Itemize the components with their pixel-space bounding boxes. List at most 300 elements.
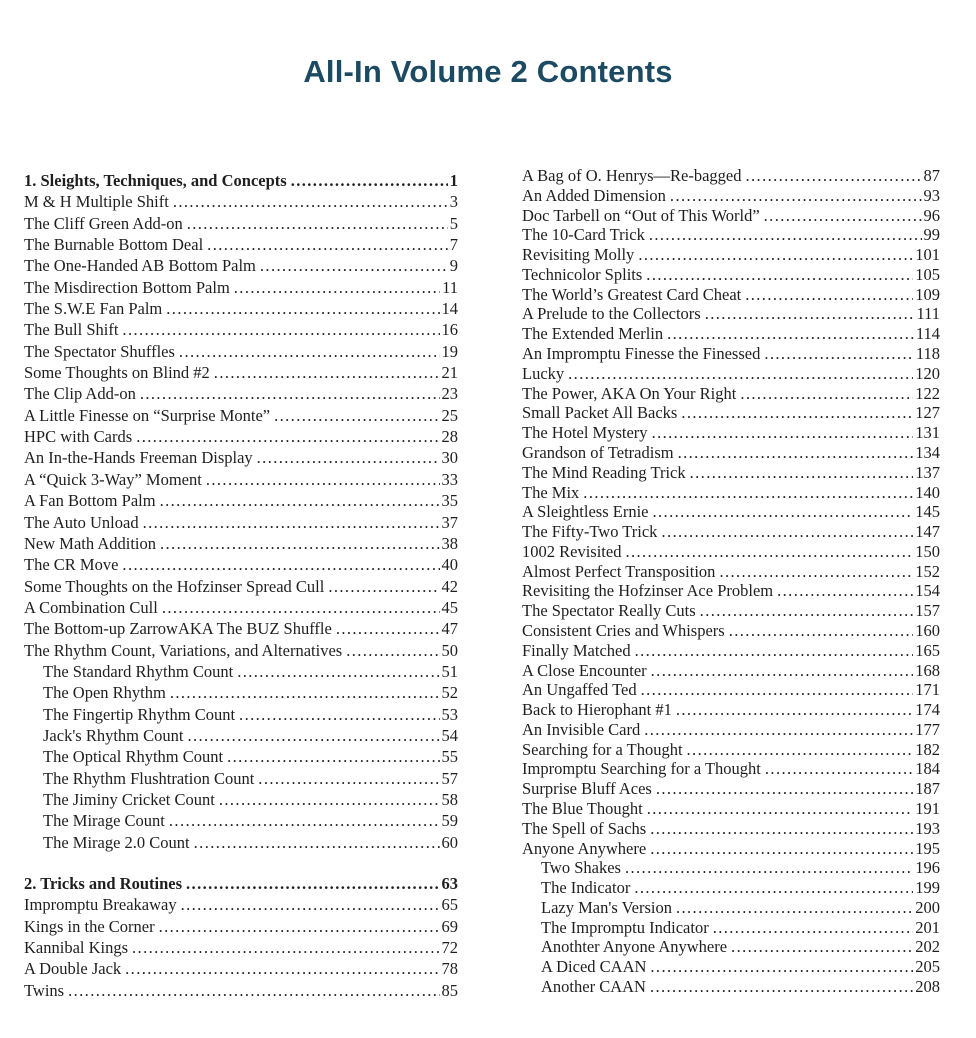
- dot-leader: [644, 720, 913, 740]
- dot-leader: [650, 977, 913, 997]
- toc-entry: [522, 304, 940, 324]
- dot-leader: [641, 680, 914, 700]
- toc-entry: [522, 403, 940, 423]
- dot-leader: [676, 700, 913, 720]
- dot-leader: [257, 447, 440, 468]
- toc-entry: [24, 832, 458, 853]
- toc-entry-title: Impromptu Searching for a Thought: [522, 759, 761, 779]
- toc-entry-title: A Bag of O. Henrys—Re-bagged: [522, 166, 742, 185]
- toc-entry-page: 37: [441, 512, 458, 532]
- toc-entry-title: Back to Hierophant #1: [522, 700, 672, 720]
- toc-entry: [522, 443, 940, 463]
- dot-leader: [647, 799, 914, 819]
- dot-leader: [166, 298, 439, 319]
- dot-leader: [746, 166, 922, 186]
- toc-entry-title: Impromptu Breakaway: [24, 895, 177, 915]
- toc-entry-page: 122: [915, 383, 940, 403]
- toc-entry-title: The Cliff Green Add-on: [24, 213, 183, 233]
- toc-entry-page: 72: [441, 938, 458, 958]
- toc-entry-title: Lazy Man's Version: [541, 897, 672, 917]
- toc-entry-page: 7: [449, 235, 458, 255]
- dot-leader: [745, 285, 913, 305]
- toc-entry-title: Small Packet All Backs: [522, 403, 678, 423]
- toc-entry-page: 1: [449, 171, 458, 190]
- toc-entry-page: 60: [441, 832, 458, 852]
- dot-leader: [122, 319, 439, 340]
- toc-entry-page: 28: [441, 427, 458, 447]
- toc-entry: [24, 512, 458, 533]
- toc-entry-title: The Mirage 2.0 Count: [43, 832, 190, 852]
- toc-entry-title: Grandson of Tetradism: [522, 442, 674, 462]
- toc-entry-title: Searching for a Thought: [522, 739, 683, 759]
- toc-entry-page: 47: [441, 619, 458, 639]
- toc-entry-title: Anyone Anywhere: [522, 838, 647, 858]
- toc-entry-page: 69: [441, 916, 458, 936]
- toc-entry: [522, 225, 940, 245]
- toc-entry-title: M & H Multiple Shift: [24, 192, 169, 212]
- toc-entry-title: The Fingertip Rhythm Count: [43, 704, 236, 724]
- toc-entry-page: 154: [915, 581, 940, 601]
- dot-leader: [667, 324, 914, 344]
- toc-entry-page: 52: [441, 683, 458, 703]
- dot-leader: [346, 640, 439, 661]
- toc-entry: [24, 191, 458, 212]
- toc-entry-page: 184: [915, 759, 940, 779]
- toc-entry: [24, 618, 458, 639]
- toc-entry-page: 93: [923, 185, 940, 205]
- toc-columns: [0, 166, 976, 1001]
- toc-entry-page: 33: [441, 469, 458, 489]
- toc-entry: [522, 898, 940, 918]
- toc-entry-title: A Combination Cull: [24, 597, 158, 617]
- toc-entry-page: 23: [441, 384, 458, 404]
- toc-entry-title: A Prelude to the Collectors: [522, 304, 701, 324]
- toc-entry-page: 19: [441, 341, 458, 361]
- toc-entry-page: 200: [915, 897, 940, 917]
- toc-entry: [522, 680, 940, 700]
- dot-leader: [638, 245, 913, 265]
- toc-entry-title: The Impromptu Indicator: [541, 917, 709, 937]
- toc-entry-page: 35: [441, 491, 458, 511]
- toc-entry-title: A Fan Bottom Palm: [24, 491, 156, 511]
- toc-entry-page: 177: [915, 719, 940, 739]
- toc-entry-title: 2. Tricks and Routines: [24, 874, 183, 893]
- toc-entry: [522, 463, 940, 483]
- dot-leader: [568, 364, 913, 384]
- dot-leader: [125, 958, 439, 979]
- toc-entry: [24, 789, 458, 810]
- toc-entry: [24, 383, 458, 404]
- dot-leader: [777, 581, 913, 601]
- toc-entry-title: Kings in the Corner: [24, 916, 155, 936]
- toc-entry-page: 208: [915, 977, 940, 997]
- dot-leader: [181, 894, 440, 915]
- toc-entry: [522, 819, 940, 839]
- dot-leader: [136, 426, 439, 447]
- toc-entry-page: 14: [441, 299, 458, 319]
- toc-entry-page: 174: [915, 700, 940, 720]
- toc-entry: [522, 858, 940, 878]
- toc-entry: [522, 720, 940, 740]
- dot-leader: [143, 512, 440, 533]
- dot-leader: [291, 170, 448, 191]
- dot-leader: [670, 186, 922, 206]
- toc-entry-title: Anothter Anyone Anywhere: [541, 937, 728, 957]
- toc-entry-title: An In-the-Hands Freeman Display: [24, 448, 253, 468]
- toc-entry: [24, 554, 458, 575]
- toc-entry: [24, 704, 458, 725]
- toc-entry-title: New Math Addition: [24, 533, 156, 553]
- toc-entry: [522, 641, 940, 661]
- toc-entry: [24, 298, 458, 319]
- dot-leader: [219, 789, 440, 810]
- toc-entry-page: 171: [915, 680, 940, 700]
- toc-entry-page: 168: [915, 660, 940, 680]
- toc-entry-title: The Hotel Mystery: [522, 423, 648, 443]
- toc-entry: [522, 740, 940, 760]
- toc-entry: [522, 759, 940, 779]
- toc-entry: [24, 469, 458, 490]
- dot-leader: [258, 768, 439, 789]
- dot-leader: [719, 562, 913, 582]
- toc-entry: [24, 447, 458, 468]
- toc-entry: [522, 384, 940, 404]
- toc-entry: [24, 255, 458, 276]
- toc-entry: [24, 725, 458, 746]
- toc-entry-title: The Jiminy Cricket Count: [43, 789, 215, 809]
- toc-entry-title: An Impromptu Finesse the Finessed: [522, 344, 761, 364]
- dot-leader: [169, 810, 440, 831]
- toc-entry: [24, 894, 458, 915]
- toc-entry-title: Another CAAN: [541, 977, 646, 997]
- toc-entry-title: The Misdirection Bottom Palm: [24, 277, 230, 297]
- toc-entry: [522, 265, 940, 285]
- dot-leader: [687, 740, 914, 760]
- toc-entry-page: 25: [441, 405, 458, 425]
- dot-leader: [173, 191, 448, 212]
- toc-entry-title: Surprise Bluff Aces: [522, 779, 652, 799]
- toc-entry: [522, 364, 940, 384]
- dot-leader: [690, 463, 914, 483]
- toc-entry-title: An Invisible Card: [522, 719, 641, 739]
- toc-entry-page: 118: [915, 344, 940, 364]
- dot-leader: [713, 918, 914, 938]
- dot-leader: [237, 661, 439, 682]
- dot-leader: [676, 898, 913, 918]
- toc-entry: [24, 213, 458, 234]
- toc-entry-page: 40: [441, 555, 458, 575]
- dot-leader: [700, 601, 914, 621]
- dot-leader: [583, 483, 913, 503]
- dot-leader: [274, 405, 439, 426]
- toc-entry-title: Lucky: [522, 363, 565, 383]
- dot-leader: [625, 858, 913, 878]
- toc-entry-title: The Open Rhythm: [43, 683, 166, 703]
- toc-entry: [522, 502, 940, 522]
- toc-entry-title: The Auto Unload: [24, 512, 139, 532]
- toc-entry: [522, 344, 940, 364]
- dot-leader: [650, 839, 913, 859]
- toc-entry: [24, 810, 458, 831]
- toc-entry: [24, 234, 458, 255]
- toc-entry: [522, 700, 940, 720]
- dot-leader: [650, 819, 913, 839]
- toc-entry-title: Twins: [24, 980, 65, 1000]
- dot-leader: [653, 502, 914, 522]
- toc-entry-title: The Spectator Shuffles: [24, 341, 175, 361]
- toc-entry-title: A Double Jack: [24, 959, 122, 979]
- toc-entry-page: 30: [441, 448, 458, 468]
- toc-entry: [522, 166, 940, 186]
- dot-leader: [729, 621, 914, 641]
- toc-entry-title: The Blue Thought: [522, 799, 643, 818]
- toc-entry: [24, 341, 458, 362]
- toc-entry: [24, 576, 458, 597]
- toc-entry-title: The World’s Greatest Card Cheat: [522, 284, 742, 304]
- toc-entry-title: The Power, AKA On Your Right: [522, 383, 737, 403]
- toc-entry: [522, 581, 940, 601]
- dot-leader: [132, 937, 439, 958]
- toc-entry-page: 152: [915, 561, 940, 581]
- dot-leader: [179, 341, 440, 362]
- toc-entry-title: The Bull Shift: [24, 320, 119, 340]
- toc-entry-page: 160: [915, 620, 940, 640]
- toc-entry-title: The Bottom-up ZarrowAKA The BUZ Shuffle: [24, 619, 332, 639]
- toc-entry: [24, 405, 458, 426]
- toc-entry-title: Revisiting Molly: [522, 245, 635, 265]
- toc-entry-title: 1. Sleights, Techniques, and Concepts: [24, 171, 287, 190]
- toc-entry-title: The Extended Merlin: [522, 324, 664, 344]
- dot-leader: [170, 682, 440, 703]
- toc-entry: [522, 562, 940, 582]
- dot-leader: [140, 383, 440, 404]
- toc-entry-title: The Optical Rhythm Count: [43, 747, 224, 767]
- toc-entry-page: 114: [915, 324, 940, 344]
- toc-entry: [24, 661, 458, 682]
- toc-entry: [522, 779, 940, 799]
- toc-entry-title: The 10-Card Trick: [522, 225, 645, 245]
- toc-entry-page: 187: [915, 779, 940, 799]
- toc-entry-title: The Rhythm Count, Variations, and Alternatives: [24, 640, 343, 660]
- toc-entry-page: 3: [449, 192, 458, 212]
- toc-entry-title: The S.W.E Fan Palm: [24, 299, 163, 319]
- dot-leader: [764, 206, 922, 226]
- toc-entry-page: 111: [916, 304, 940, 324]
- toc-entry-page: 165: [915, 640, 940, 660]
- toc-entry-title: Two Shakes: [541, 858, 621, 878]
- toc-entry: [24, 640, 458, 661]
- toc-entry-title: The Clip Add-on: [24, 384, 136, 404]
- toc-entry: [522, 324, 940, 344]
- dot-leader: [635, 641, 914, 661]
- toc-entry-page: 11: [442, 277, 458, 297]
- dot-leader: [731, 937, 913, 957]
- toc-entry-page: 87: [923, 166, 940, 185]
- toc-right-column: [522, 166, 940, 1001]
- toc-entry: [24, 426, 458, 447]
- toc-entry-title: A Sleightless Ernie: [522, 502, 649, 522]
- toc-entry: [522, 542, 940, 562]
- toc-entry-title: An Added Dimension: [522, 185, 666, 205]
- toc-entry-title: A Diced CAAN: [541, 957, 647, 977]
- toc-entry-page: 193: [915, 818, 940, 838]
- dot-leader: [122, 554, 439, 575]
- toc-entry-page: 9: [449, 256, 458, 276]
- dot-leader: [227, 746, 439, 767]
- toc-entry-page: 134: [915, 442, 940, 462]
- toc-entry: [522, 957, 940, 977]
- toc-entry-title: HPC with Cards: [24, 427, 133, 447]
- toc-entry-title: The Burnable Bottom Deal: [24, 235, 204, 255]
- toc-entry-title: The Mix: [522, 482, 580, 502]
- toc-entry-title: The Fifty-Two Trick: [522, 522, 658, 542]
- dot-leader: [336, 618, 440, 639]
- toc-entry-page: 38: [441, 533, 458, 553]
- toc-entry-page: 54: [441, 725, 458, 745]
- toc-entry: [522, 206, 940, 226]
- toc-entry-page: 182: [915, 739, 940, 759]
- dot-leader: [206, 469, 440, 490]
- dot-leader: [661, 522, 913, 542]
- toc-entry: [522, 621, 940, 641]
- toc-entry-page: 42: [441, 576, 458, 596]
- dot-leader: [650, 957, 913, 977]
- toc-entry: [522, 977, 940, 997]
- toc-entry-page: 96: [923, 205, 940, 225]
- toc-entry-title: An Ungaffed Ted: [522, 680, 637, 700]
- dot-leader: [765, 759, 913, 779]
- toc-entry-page: 57: [441, 768, 458, 788]
- toc-entry-page: 131: [915, 423, 940, 443]
- dot-leader: [194, 832, 440, 853]
- toc-entry: [522, 483, 940, 503]
- toc-entry: [24, 533, 458, 554]
- toc-entry: [24, 958, 458, 979]
- toc-entry-page: 109: [915, 284, 940, 304]
- toc-entry: [522, 423, 940, 443]
- toc-entry-page: 85: [441, 980, 458, 1000]
- toc-entry-page: 50: [441, 640, 458, 660]
- toc-entry: [522, 245, 940, 265]
- toc-entry-page: 99: [923, 225, 940, 245]
- toc-entry-page: 59: [441, 811, 458, 831]
- toc-entry-title: The Mirage Count: [43, 811, 165, 831]
- toc-entry-page: 195: [915, 838, 940, 858]
- dot-leader: [681, 403, 913, 423]
- dot-leader: [159, 916, 440, 937]
- dot-leader: [649, 225, 922, 245]
- toc-entry-title: The One-Handed AB Bottom Palm: [24, 256, 256, 276]
- toc-left-column: [24, 170, 458, 1001]
- dot-leader: [162, 597, 440, 618]
- toc-entry: [24, 768, 458, 789]
- toc-entry-title: Revisiting the Hofzinser Ace Problem: [522, 581, 774, 601]
- dot-leader: [160, 490, 440, 511]
- toc-entry-page: 150: [915, 541, 940, 561]
- dot-leader: [260, 255, 448, 276]
- toc-entry-page: 137: [915, 462, 940, 482]
- toc-entry-title: The Mind Reading Trick: [522, 462, 686, 482]
- toc-entry: [522, 839, 940, 859]
- page-title: All-In Volume 2 Contents: [303, 54, 673, 89]
- toc-entry: [24, 597, 458, 618]
- toc-entry: [24, 980, 458, 1001]
- toc-entry: [522, 522, 940, 542]
- toc-entry-title: Doc Tarbell on “Out of This World”: [522, 205, 760, 225]
- toc-entry-title: Some Thoughts on the Hofzinser Spread Cull: [24, 576, 325, 596]
- toc-entry-page: 53: [441, 704, 458, 724]
- toc-entry-title: A “Quick 3-Way” Moment: [24, 469, 202, 489]
- dot-leader: [764, 344, 914, 364]
- toc-entry: [522, 918, 940, 938]
- toc-entry: [522, 601, 940, 621]
- toc-entry: [24, 873, 458, 894]
- dot-leader: [68, 980, 439, 1001]
- toc-entry-page: 21: [441, 363, 458, 383]
- toc-entry-page: 157: [915, 601, 940, 621]
- toc-entry-title: The Indicator: [541, 878, 631, 898]
- toc-entry-title: The Standard Rhythm Count: [43, 661, 234, 681]
- toc-entry: [24, 277, 458, 298]
- toc-entry-title: The Rhythm Flushtration Count: [43, 768, 255, 788]
- toc-entry: [24, 490, 458, 511]
- toc-entry-title: Technicolor Splits: [522, 264, 643, 284]
- toc-entry-title: Almost Perfect Transposition: [522, 561, 716, 581]
- toc-entry-page: 127: [915, 403, 940, 423]
- toc-entry-page: 65: [441, 895, 458, 915]
- dot-leader: [652, 423, 914, 443]
- toc-entry-page: 191: [915, 799, 940, 818]
- toc-entry-page: 202: [915, 937, 940, 957]
- toc-entry: [522, 661, 940, 681]
- dot-leader: [646, 265, 913, 285]
- toc-entry-title: Some Thoughts on Blind #2: [24, 363, 210, 383]
- toc-entry-title: 1002 Revisited: [522, 541, 622, 561]
- toc-entry-page: 55: [441, 747, 458, 767]
- toc-entry: [522, 878, 940, 898]
- toc-entry-page: 145: [915, 502, 940, 522]
- toc-entry: [24, 362, 458, 383]
- dot-leader: [160, 533, 440, 554]
- dot-leader: [186, 873, 439, 894]
- toc-entry-title: The Spell of Sachs: [522, 818, 647, 838]
- dot-leader: [328, 576, 439, 597]
- toc-entry-title: Finally Matched: [522, 640, 631, 660]
- toc-entry-page: 120: [915, 363, 940, 383]
- toc-entry-page: 101: [915, 245, 940, 265]
- toc-entry-page: 147: [915, 522, 940, 542]
- toc-entry-page: 5: [449, 213, 458, 233]
- toc-entry: [24, 170, 458, 191]
- toc-entry-page: 140: [915, 482, 940, 502]
- toc-entry-page: 78: [441, 959, 458, 979]
- toc-entry: [522, 285, 940, 305]
- dot-leader: [187, 725, 439, 746]
- dot-leader: [234, 277, 440, 298]
- dot-leader: [678, 443, 914, 463]
- toc-entry-title: A Close Encounter: [522, 660, 647, 680]
- toc-entry-page: 63: [441, 874, 458, 893]
- dot-leader: [651, 661, 914, 681]
- dot-leader: [625, 542, 913, 562]
- toc-entry-page: 58: [441, 789, 458, 809]
- toc-entry-page: 205: [915, 957, 940, 977]
- dot-leader: [740, 384, 913, 404]
- dot-leader: [187, 213, 448, 234]
- dot-leader: [207, 234, 448, 255]
- toc-entry-page: 45: [441, 597, 458, 617]
- toc-entry-title: Kannibal Kings: [24, 938, 129, 958]
